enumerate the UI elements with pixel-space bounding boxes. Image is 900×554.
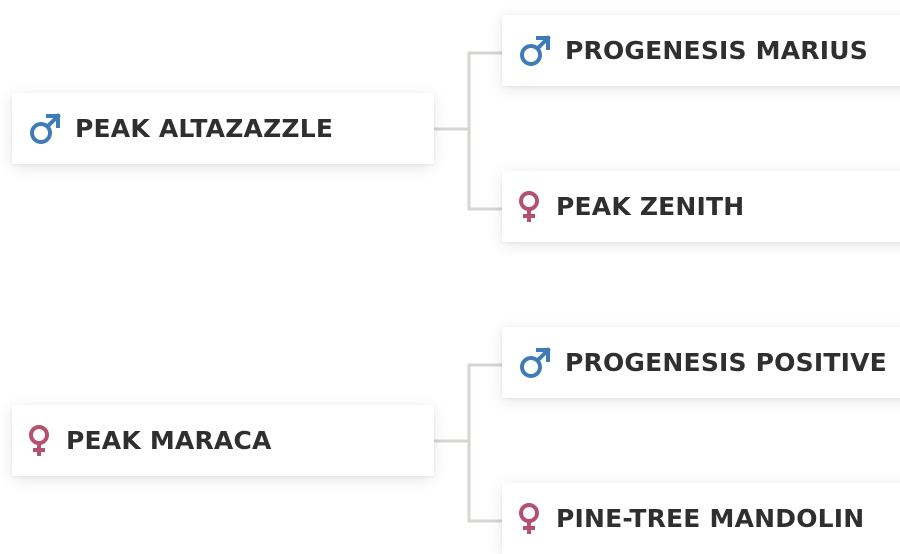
pedigree-card-sire[interactable]: [12, 93, 434, 164]
pedigree-name: PROGENESIS POSITIVE: [565, 348, 887, 377]
pedigree-card-sire-dam[interactable]: [502, 171, 900, 242]
pedigree-card-dam-dam[interactable]: [502, 483, 900, 554]
pedigree-name: PROGENESIS MARIUS: [565, 36, 868, 65]
pedigree-name: PINE-TREE MANDOLIN: [556, 504, 865, 533]
female-symbol-icon: [516, 191, 542, 223]
male-symbol-icon: [28, 112, 62, 146]
male-symbol-icon: [518, 34, 552, 68]
pedigree-card-dam[interactable]: [12, 405, 434, 476]
pedigree-card-sire-sire[interactable]: [502, 15, 900, 86]
connector-dam-maraca: [434, 365, 502, 521]
male-symbol-icon: [518, 346, 552, 380]
connector-sire-altazazzle: [434, 53, 502, 209]
female-symbol-icon: [516, 503, 542, 535]
pedigree-name: PEAK MARACA: [66, 426, 272, 455]
pedigree-card-dam-sire[interactable]: [502, 327, 900, 398]
pedigree-name: PEAK ZENITH: [556, 192, 745, 221]
female-symbol-icon: [26, 425, 52, 457]
pedigree-name: PEAK ALTAZAZZLE: [75, 114, 334, 143]
